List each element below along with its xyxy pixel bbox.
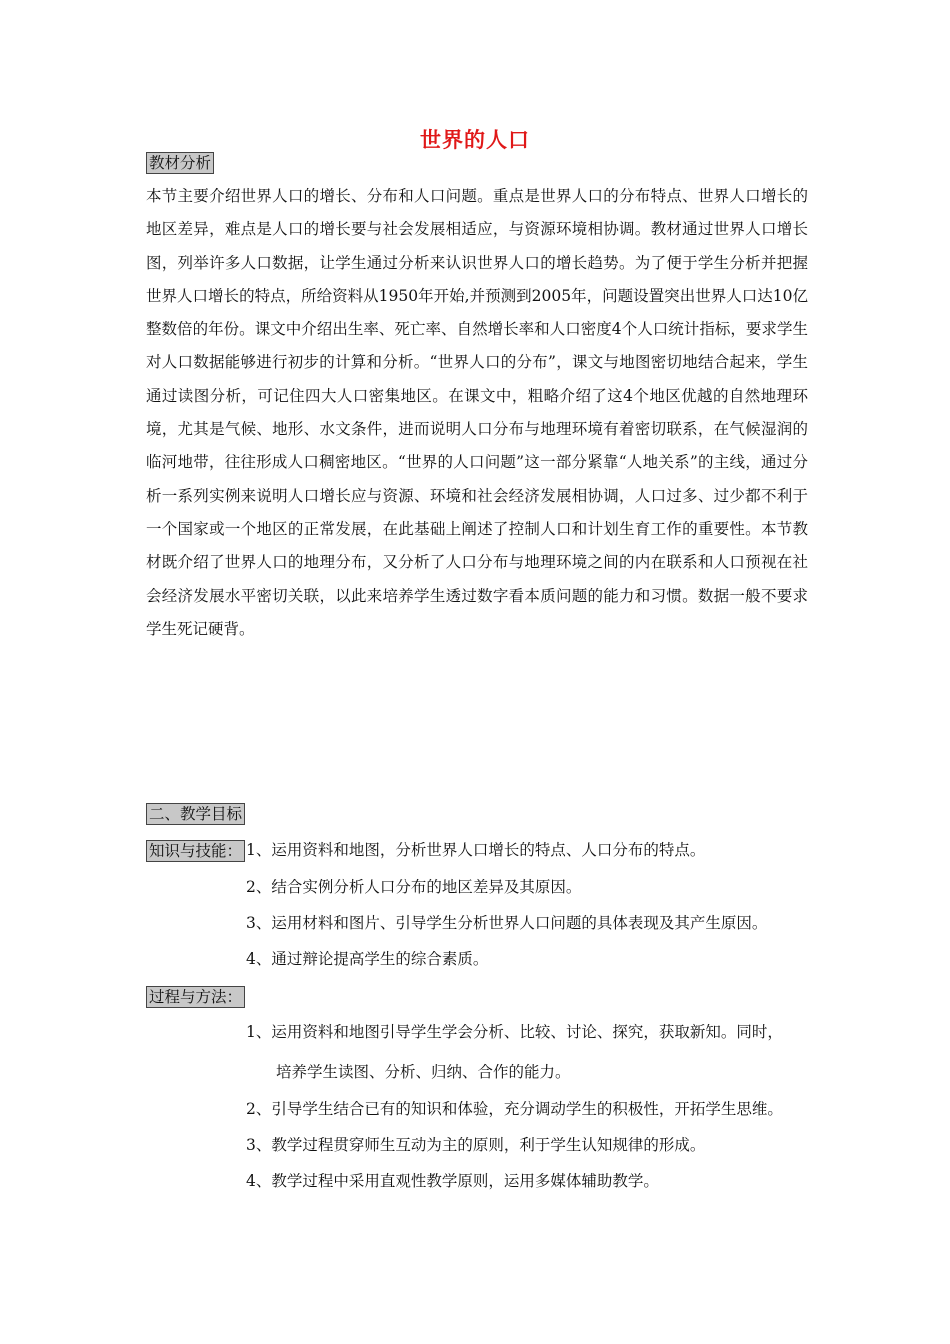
knowledge-item-1: 1、运用资料和地图，分析世界人口增长的特点、人口分布的特点。 [246,841,706,859]
process-item-2: 2、引导学生结合已有的知识和体验，充分调动学生的积极性，开拓学生思维。 [246,1100,783,1118]
process-methods-label: 过程与方法： [146,986,245,1008]
textbook-analysis-paragraph: 本节主要介绍世界人口的增长、分布和人口问题。重点是世界人口的分布特点、世界人口增长的地区差异，难点是人口的增长要与社会发展相适应，与资源环境相协调。教材通过世界人口增长图，列举许多人口数据，让学生通过分析来认识世界人口的增长趋势。为了便于学生分析并把握世界人口增长的特点，所给资料从1950年开始,并预测到2005年，问题设置突出世界人口达10亿整数倍的年份。课文中介绍出生率、死亡率、自然增长率和人口密度4个人口统计指标，要求学生对人口数据能够进行初步的计算和分析。“世界人口的分布”，课文与地图密切地结合起来，学生通过读图分析，可记住四大人口密集地区。在课文中，粗略介绍了这4个地区优越的自然地理环境，尤其是气候、地形、水文条件，进而说明人口分布与地理环境有着密切联系，在气候湿润的临河地带，往往形成人口稠密地区。“世界的人口问题”这一部分紧靠“人地关系”的主线，通过分析一系列实例来说明人口增长应与资源、环境和社会经济发展相协调，人口过多、过少都不利于一个国家或一个地区的正常发展，在此基础上阐述了控制人口和计划生育工作的重要性。本节教材既介绍了世界人口的地理分布，又分析了人口分布与地理环境之间的内在联系和人口预视在社会经济发展水平密切关联，以此来培养学生透过数字看本质问题的能力和习惯。数据一般不要求学生死记硬背。 [146,187,808,638]
knowledge-item-4: 4、通过辩论提高学生的综合素质。 [246,950,489,968]
process-item-1: 1、运用资料和地图引导学生学会分析、比较、讨论、探究，获取新知。同时， [246,1023,783,1041]
process-item-1-continued: 培养学生读图、分析、归纳、合作的能力。 [276,1063,571,1081]
page-title: 世界的人口 [420,127,530,152]
process-item-3: 3、教学过程贯穿师生互动为主的原则，利于学生认知规律的形成。 [246,1136,706,1154]
knowledge-item-3: 3、运用材料和图片、引导学生分析世界人口问题的具体表现及其产生原因。 [246,914,768,932]
section-heading-teaching-goals: 二、教学目标 [146,803,245,825]
knowledge-skills-label: 知识与技能： [146,840,245,862]
knowledge-item-2: 2、结合实例分析人口分布的地区差异及其原因。 [246,878,582,896]
section-heading-textbook-analysis: 教材分析 [146,152,214,174]
process-item-4: 4、教学过程中采用直观性教学原则，运用多媒体辅助教学。 [246,1172,659,1190]
